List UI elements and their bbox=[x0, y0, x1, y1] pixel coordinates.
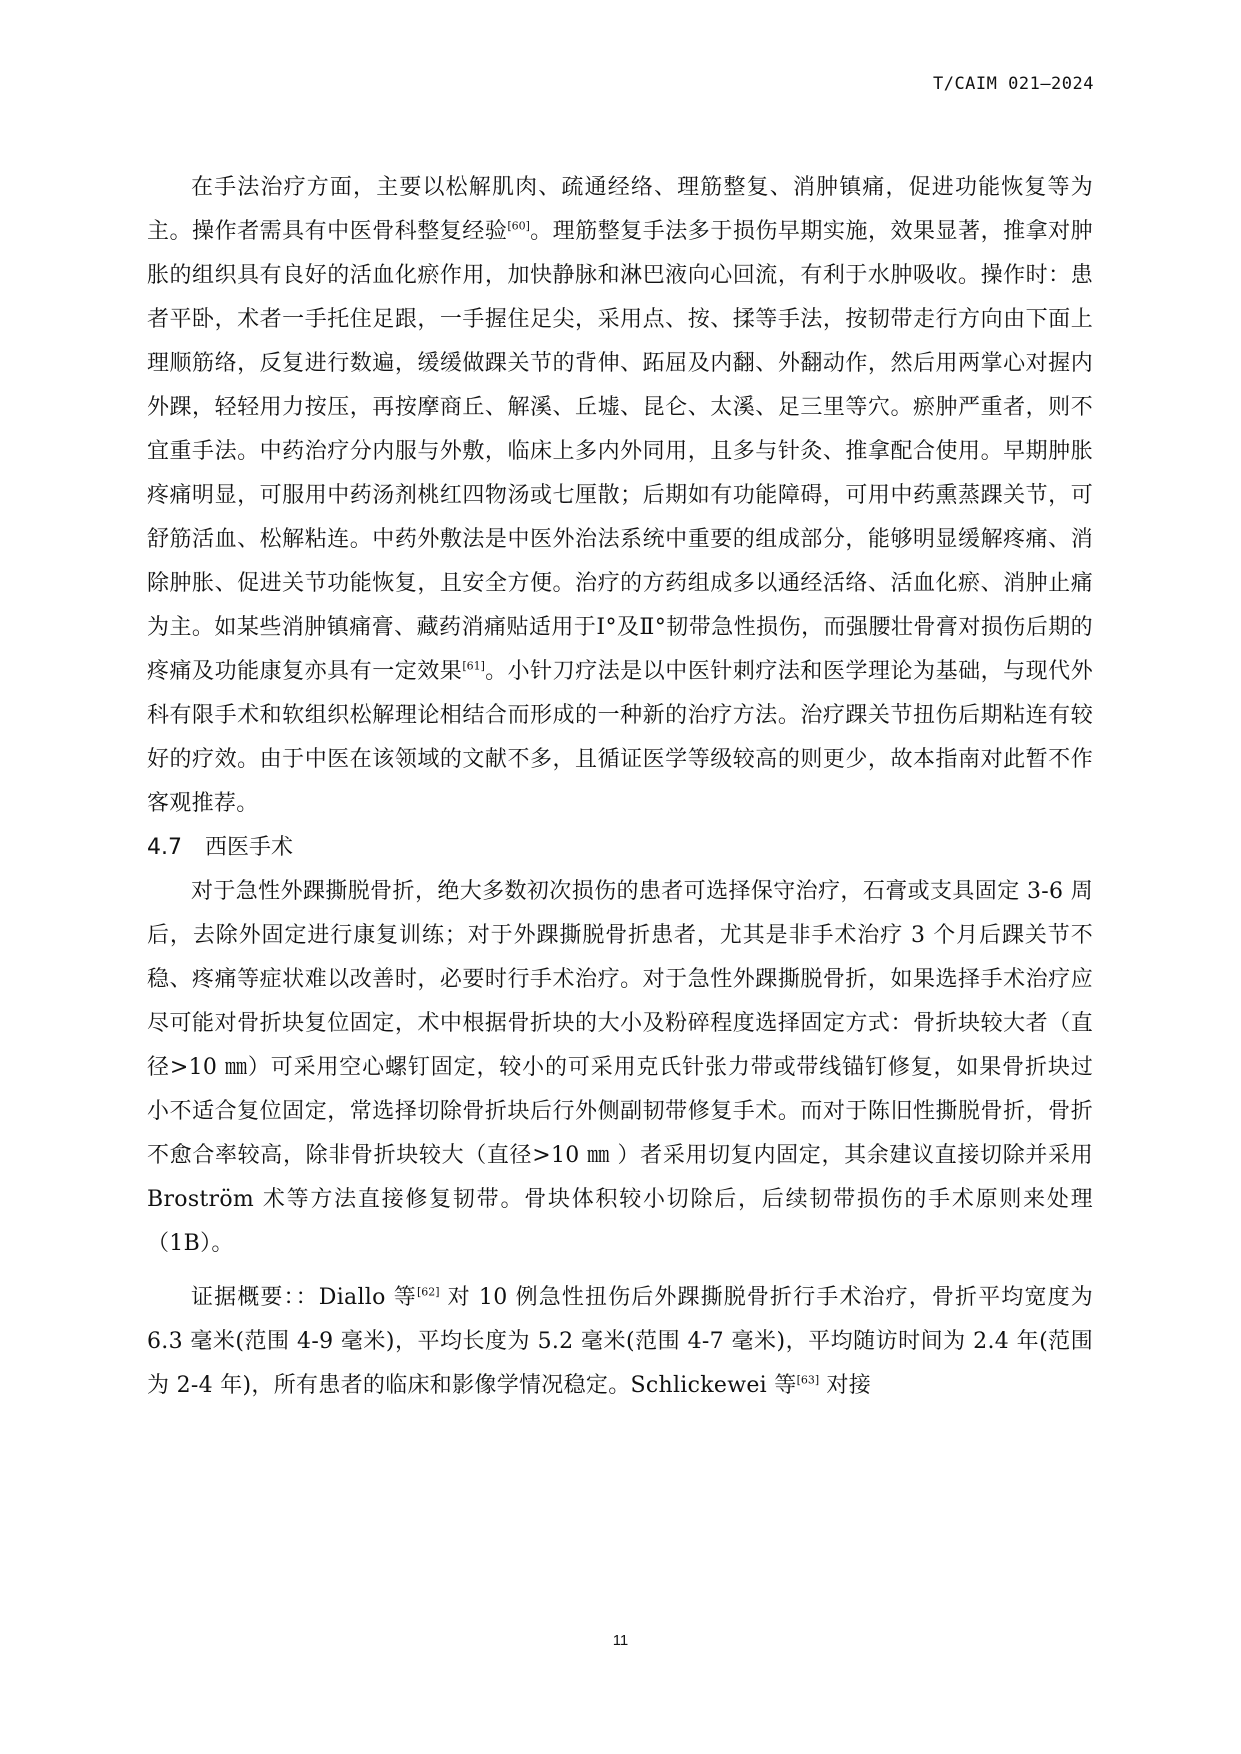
citation-ref: [63] bbox=[796, 1373, 820, 1387]
paragraph-manual-therapy bbox=[147, 166, 1093, 826]
section-number: 4.7 bbox=[147, 835, 182, 860]
section-heading bbox=[147, 826, 1093, 870]
citation-ref: [61] bbox=[462, 659, 485, 673]
paragraph-surgery bbox=[147, 870, 1093, 1266]
text-run: 对 10 例急性扭伤后外踝撕脱骨折行手术治疗，骨折平均宽度为 6.3 毫米(范围 4-9 毫米)，平均长度为 5.2 毫米(范围 4-7 毫米)，平均随访时间为 2.4 年(范围为 2-4 年)，所有患者的临床和影像学情况稳定。Schlickewei 等 bbox=[147, 1285, 1093, 1398]
section-title: 西医手术 bbox=[205, 835, 294, 860]
text-run: 。小针刀疗法是以中医针刺疗法和医学理论为基础，与现代外科有限手术和软组织松解理论相结合而形成的一种新的治疗方法。治疗踝关节扭伤后期粘连有较好的疗效。由于中医在该领域的文献不多，且循证医学等级较高的则更少，故本指南对此暂不作客观推荐。 bbox=[147, 659, 1093, 816]
text-run: 。理筋整复手法多于损伤早期实施，效果显著，推拿对肿胀的组织具有良好的活血化瘀作用，加快静脉和淋巴液向心回流，有利于水肿吸收。操作时：患者平卧，术者一手托住足跟，一手握住足尖，采用点、按、揉等手法，按韧带走行方向由下面上理顺筋络，反复进行数遍，缓缓做踝关节的背伸、跖屈及内翻、外翻动作，然后用两掌心对握内外踝，轻轻用力按压，再按摩商丘、解溪、丘墟、昆仑、太溪、足三里等穴。瘀肿严重者，则不宜重手法。中药治疗分内服与外敷，临床上多内外同用，且多与针灸、推拿配合使用。早期肿胀疼痛明显，可服用中药汤剂桃红四物汤或七厘散；后期如有功能障碍，可用中药熏蒸踝关节，可舒筋活血、松解粘连。中药外敷法是中医外治法系统中重要的组成部分，能够明显缓解疼痛、消除肿胀、促进关节功能恢复，且安全方便。治疗的方药组成多以通经活络、活血化瘀、消肿止痛为主。如某些消肿镇痛膏、藏药消痛贴适用于Ⅰ°及Ⅱ°韧带急性损伤，而强腰壮骨膏对损伤后期的疼痛及功能康复亦具有一定效果 bbox=[147, 219, 1093, 684]
text-run: 对于急性外踝撕脱骨折，绝大多数初次损伤的患者可选择保守治疗，石膏或支具固定 3-6 周后，去除外固定进行康复训练；对于外踝撕脱骨折患者，尤其是非手术治疗 3 个月后踝关节不稳、疼痛等症状难以改善时，必要时行手术治疗。对于急性外踝撕脱骨折，如果选择手术治疗应尽可能对骨折块复位固定，术中根据骨折块的大小及粉碎程度选择固定方式：骨折块较大者（直径>10 ㎜）可采用空心螺钉固定，较小的可采用克氏针张力带或带线锚钉修复，如果骨折块过小不适合复位固定，常选择切除骨折块后行外侧副韧带修复手术。而对于陈旧性撕脱骨折，骨折不愈合率较高，除非骨折块较大（直径>10 ㎜ ）者采用切复内固定，其余建议直接切除并采用 Broström 术等方法直接修复韧带。骨块体积较小切除后，后续韧带损伤的手术原则来处理（1B）。 bbox=[147, 879, 1093, 1256]
document-body bbox=[147, 166, 1093, 1408]
page-number: 11 bbox=[612, 1632, 629, 1649]
text-run: 在手法治疗方面，主要以松解肌肉、疏通经络、理筋整复、消肿镇痛，促进功能恢复等为主。操作者需具有中医骨科整复经验 bbox=[147, 175, 1093, 244]
citation-ref: [62] bbox=[416, 1285, 440, 1299]
paragraph-evidence-summary bbox=[147, 1276, 1093, 1408]
citation-ref: [60] bbox=[507, 219, 530, 233]
document-code-header: T/CAIM 021—2024 bbox=[932, 74, 1094, 94]
text-run: 证据概要：：Diallo 等 bbox=[191, 1285, 417, 1310]
text-run: 对接 bbox=[819, 1373, 872, 1398]
